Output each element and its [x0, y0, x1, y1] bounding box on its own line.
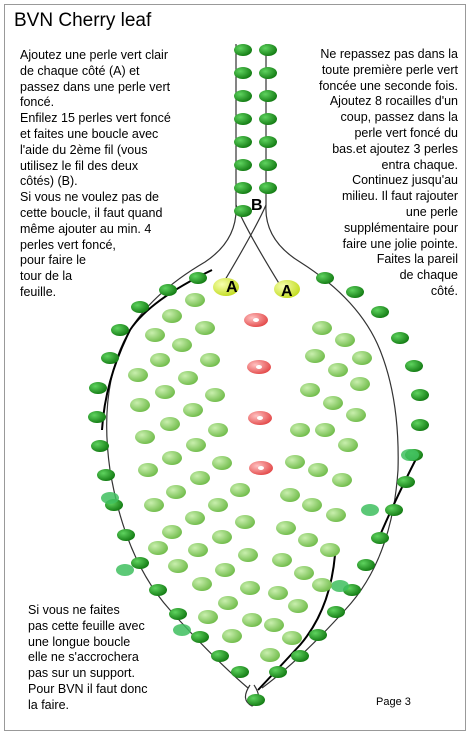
page-title: BVN Cherry leaf — [14, 10, 152, 31]
label-b: B — [251, 197, 263, 214]
connector-beads — [101, 449, 419, 636]
center-beads — [244, 313, 273, 475]
stem-beads — [234, 44, 277, 217]
note-bottom: Si vous ne faites pas cette feuille avec une longue boucle elle ne s'accrochera pas sur un support. Pour BVN il faut donc la faire. — [28, 603, 148, 712]
thread-lines — [107, 44, 399, 706]
inner-beads-left — [128, 293, 262, 643]
instructions-left: Ajoutez une perle vert clair de chaque côté (A) et passez dans une perle vert foncé. Enfilez 15 perles vert foncé et faites une boucle avec l'aide du 2ème fil (vous utilisez le fil des deux côtés) (B). Si vous ne voulez pas de cette boucle, il faut quand même ajouter au min. 4 perles vert foncé, pour faire le tour de la feuille. — [20, 48, 171, 299]
label-a-right: A — [281, 283, 293, 300]
inner-beads-right — [260, 321, 372, 662]
instructions-right: Ne repassez pas dans la toute première perle vert foncée une seconde fois. Ajoutez 8 rocailles d'un coup, passez dans la perle vert foncé du bas.et ajoutez 3 perles entra chaque. Continuez jusqu'au milieu. Il faut rajouter une perle supplémentaire pour faire une jolie pointe. Faites la pareil de chaque côté. — [319, 47, 458, 298]
page-number: Page 3 — [376, 696, 411, 708]
label-a-left: A — [226, 279, 238, 296]
outer-beads — [88, 272, 429, 706]
